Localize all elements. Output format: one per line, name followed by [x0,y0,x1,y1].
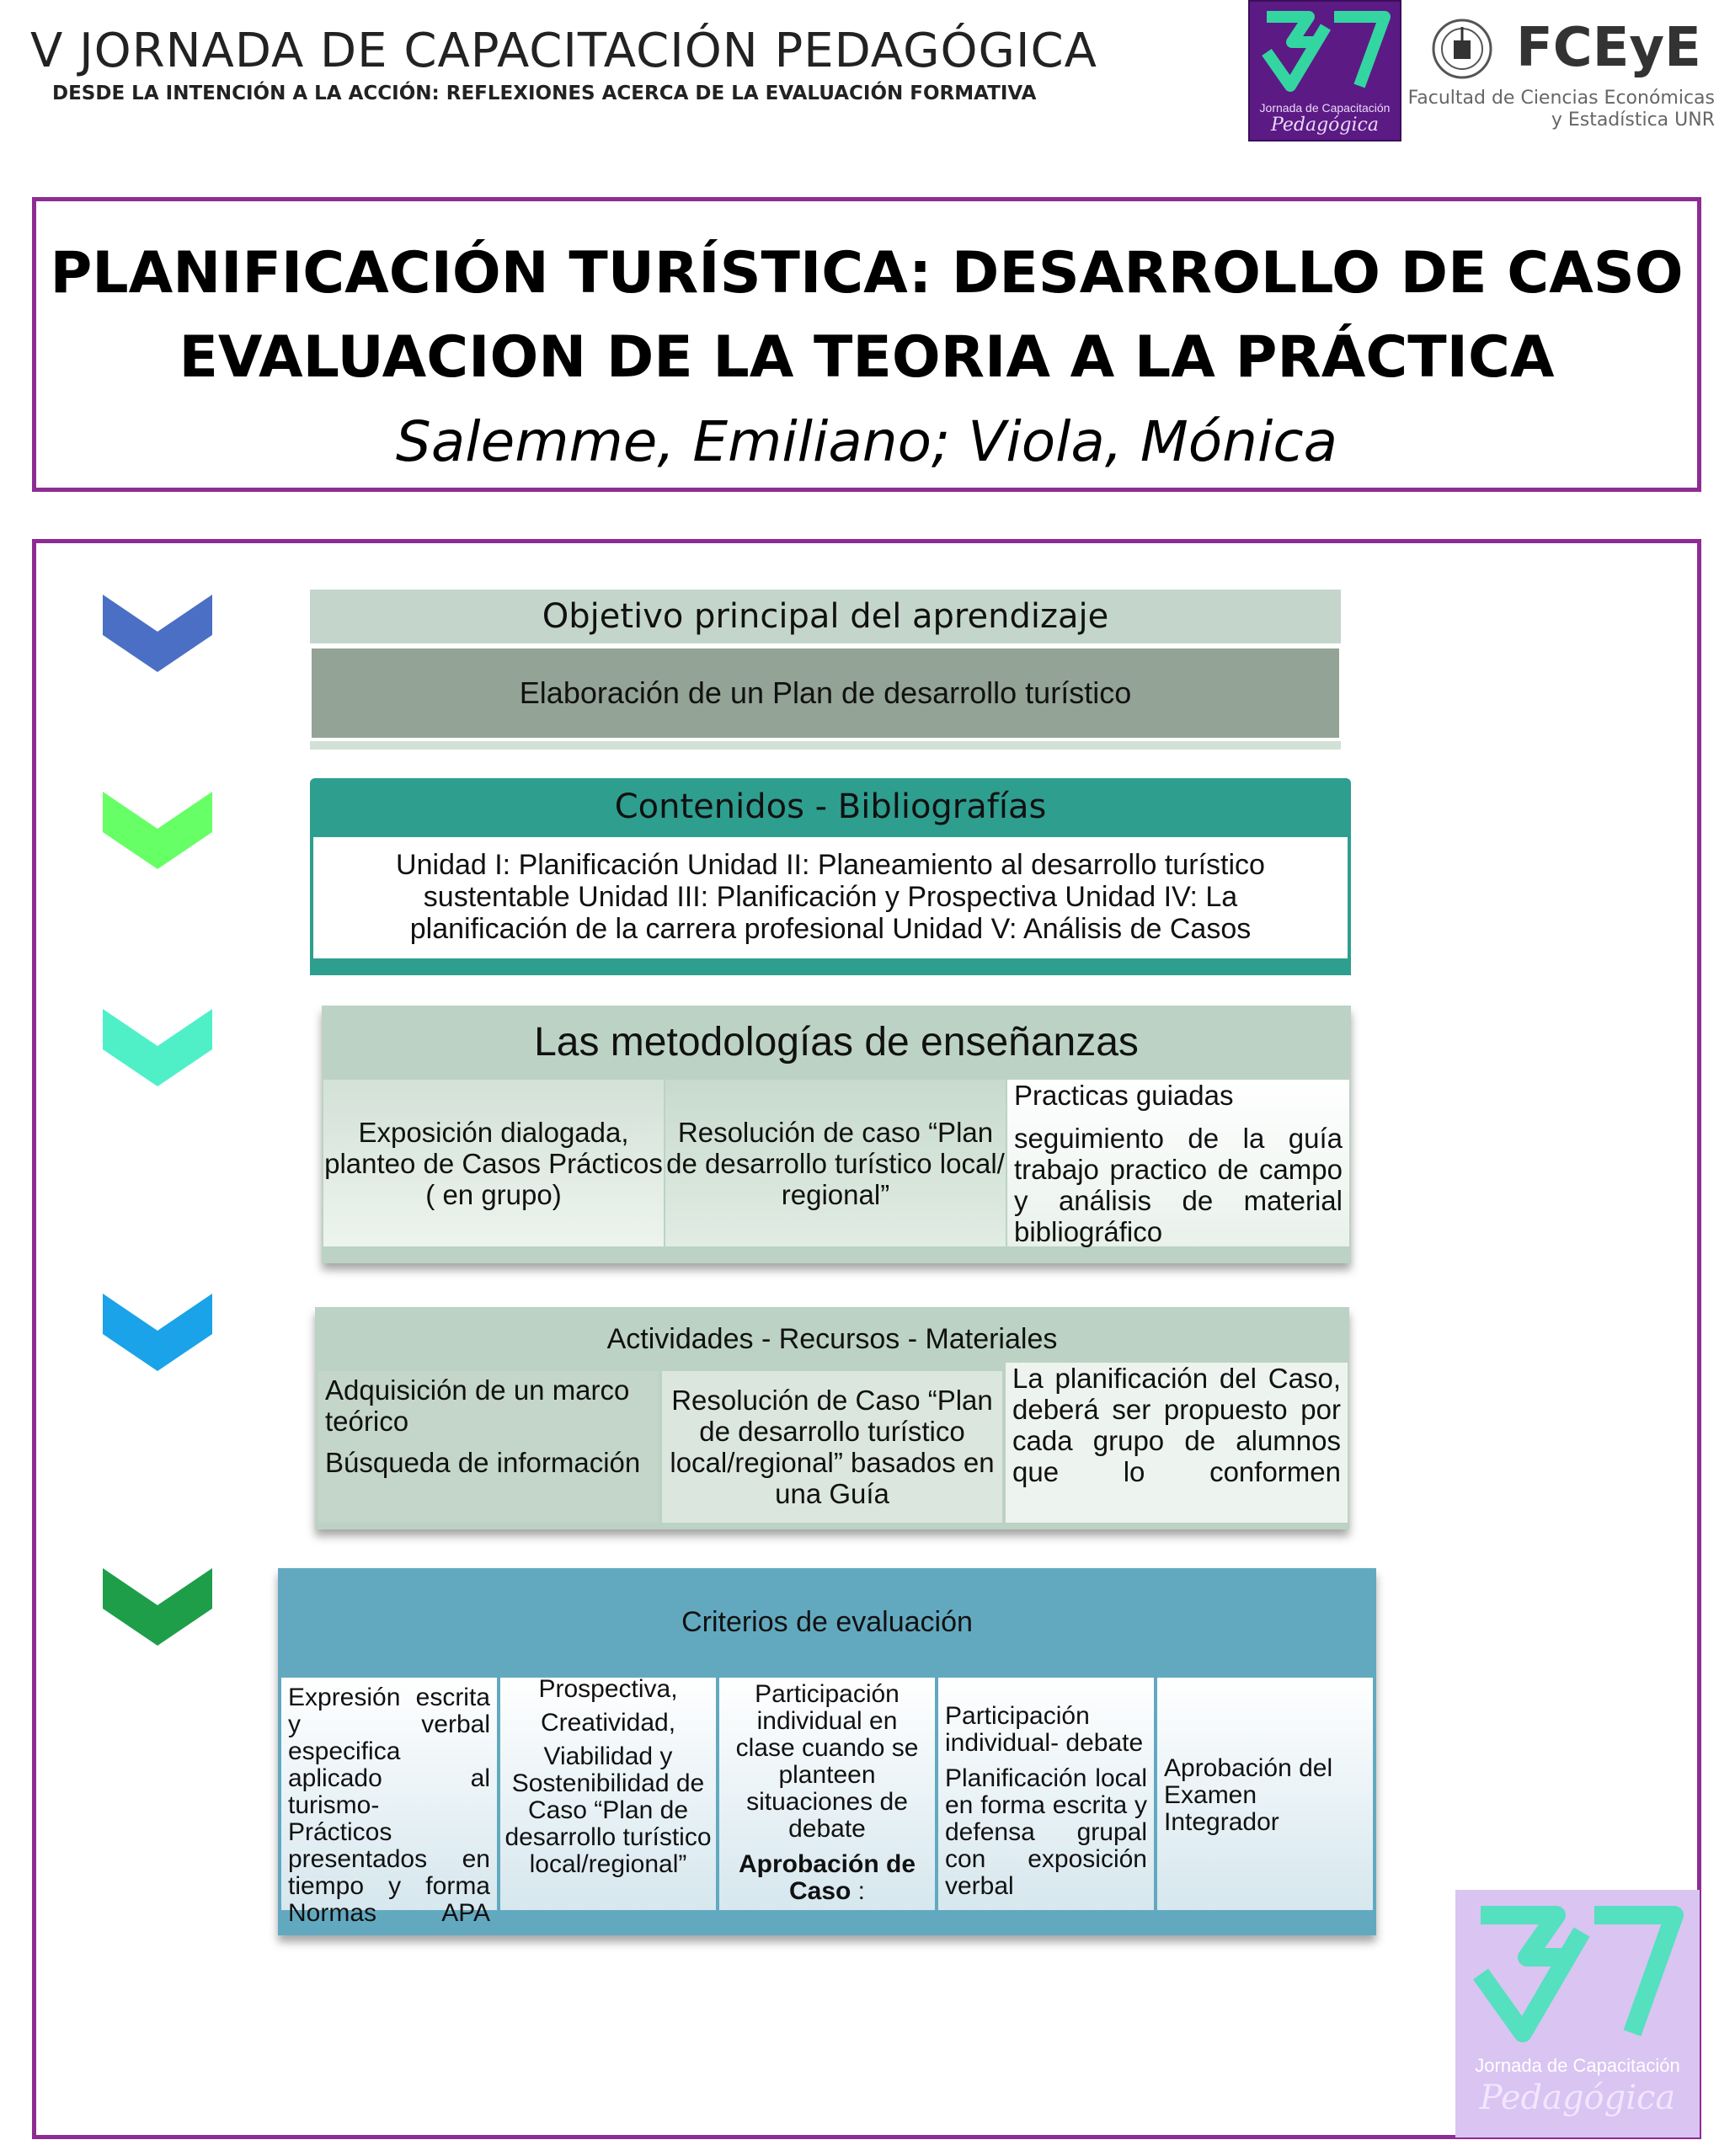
activities-col-1-b: Búsqueda de información [325,1447,641,1478]
logo-text-2: Pedagógica [1271,115,1379,136]
objective-body: Elaboración de un Plan de desarrollo turístico [312,648,1339,738]
chevron-down-icon-3 [103,1009,212,1086]
contents-body [313,837,1348,958]
fceye-logo [1407,17,1715,135]
chevron-down-icon-5 [103,1568,212,1646]
activities-col-1 [318,1371,659,1523]
criteria-col-4-a: Participación individual- debate [945,1702,1144,1757]
contents-line-3: planificación de la carrera profesional Unidad V: Análisis de Casos [409,913,1252,945]
objective-header: Objetivo principal del aprendizaje [310,590,1341,643]
logo-text-1: Jornada de Capacitación [1259,101,1391,115]
activities-header: Actividades - Recursos - Materiales [606,1322,1058,1355]
chevron-down-icon-1 [103,595,212,672]
methodology-col-2: Resolución de caso “Plan de desarrollo turístico local/ regional” [665,1080,1006,1246]
fceye-subtitle-2: y Estadística UNR [1551,109,1715,131]
watermark-text-2: Pedagógica [1479,2079,1676,2117]
criteria-header: Criterios de evaluación [681,1605,973,1638]
criteria-col-4-b: Planificación local en forma escrita y defensa grupal con exposición verbal [945,1764,1147,1900]
methodology-col-3-title: Practicas guiadas [1014,1080,1234,1111]
university-seal-icon [1428,17,1506,84]
poster-title-line-1: PLANIFICACIÓN TURÍSTICA: DESARROLLO DE CASO [50,240,1684,307]
methodology-col-1: Exposición dialogada, planteo de Casos Prácticos ( en grupo) [323,1080,664,1246]
poster-title-line-2: EVALUACION DE LA TEORIA A LA PRÁCTICA [179,324,1555,391]
watermark-logo-mark-icon [1455,1890,1700,2058]
event-subtitle: DESDE LA INTENCIÓN A LA ACCIÓN: REFLEXIONES ACERCA DE LA EVALUACIÓN FORMATIVA [52,83,1037,104]
activities-col-3: La planificación del Caso, deberá ser propuesto por cada grupo de alumnos que lo conformen [1006,1363,1348,1523]
criteria-col-3-b-text: Aprobación de Caso [738,1850,916,1905]
activities-col-2: Resolución de Caso “Plan de desarrollo turístico local/regional” basados en una Guía [662,1371,1002,1523]
chevron-down-icon-4 [103,1294,212,1371]
criteria-col-2-c: Viabilidad y Sostenibilidad de Caso “Plan de desarrollo turístico local/regional” [504,1742,712,1878]
jornada-logo [1248,0,1401,141]
criteria-col-2 [500,1675,716,1910]
poster-authors: Salemme, Emiliano; Viola, Mónica [395,409,1338,474]
methodologies-header: Las metodologías de enseñanzas [534,1019,1139,1065]
title-box [32,197,1701,492]
objective-footer-bar [310,741,1341,750]
contents-line-1: Unidad I: Planificación Unidad II: Planeamiento al desarrollo turístico [396,849,1265,881]
criteria-col-3 [719,1678,935,1910]
fceye-subtitle-1: Facultad de Ciencias Económicas [1407,88,1715,109]
fceye-name: FCEyE [1516,17,1701,79]
criteria-col-2-a: Prospectiva, [538,1675,678,1703]
activities-col-1-a: Adquisición de un marco teórico [325,1374,630,1437]
criteria-col-4 [938,1678,1154,1910]
watermark-logo [1455,1890,1700,2137]
criteria-col-3-c: : [851,1877,866,1905]
jornada-logo-mark-icon [1250,2,1403,103]
criteria-col-5: Aprobación del Examen Integrador [1157,1678,1373,1910]
methodology-col-3 [1007,1080,1349,1246]
contents-header: Contenidos - Bibliografías [310,778,1351,835]
event-title: V JORNADA DE CAPACITACIÓN PEDAGÓGICA [30,24,1097,78]
criteria-col-3-a: Participación individual en clase cuando se planteen situaciones de debate [735,1680,919,1843]
criteria-col-3-b [724,1851,930,1905]
criteria-col-2-b: Creatividad, [540,1709,676,1737]
criteria-col-1: Expresión escrita y verbal especifica aplicado al turismo- Prácticos presentados en tiempo y forma Normas APA [281,1678,497,1910]
chevron-down-icon-2 [103,792,212,869]
methodology-col-3-body: seguimiento de la guía trabajo practico de campo y análisis de material bibliográfico [1014,1123,1343,1247]
watermark-text-1: Jornada de Capacitación [1475,2055,1680,2076]
contents-line-2: sustentable Unidad III: Planificación y Prospectiva Unidad IV: La [423,881,1238,913]
